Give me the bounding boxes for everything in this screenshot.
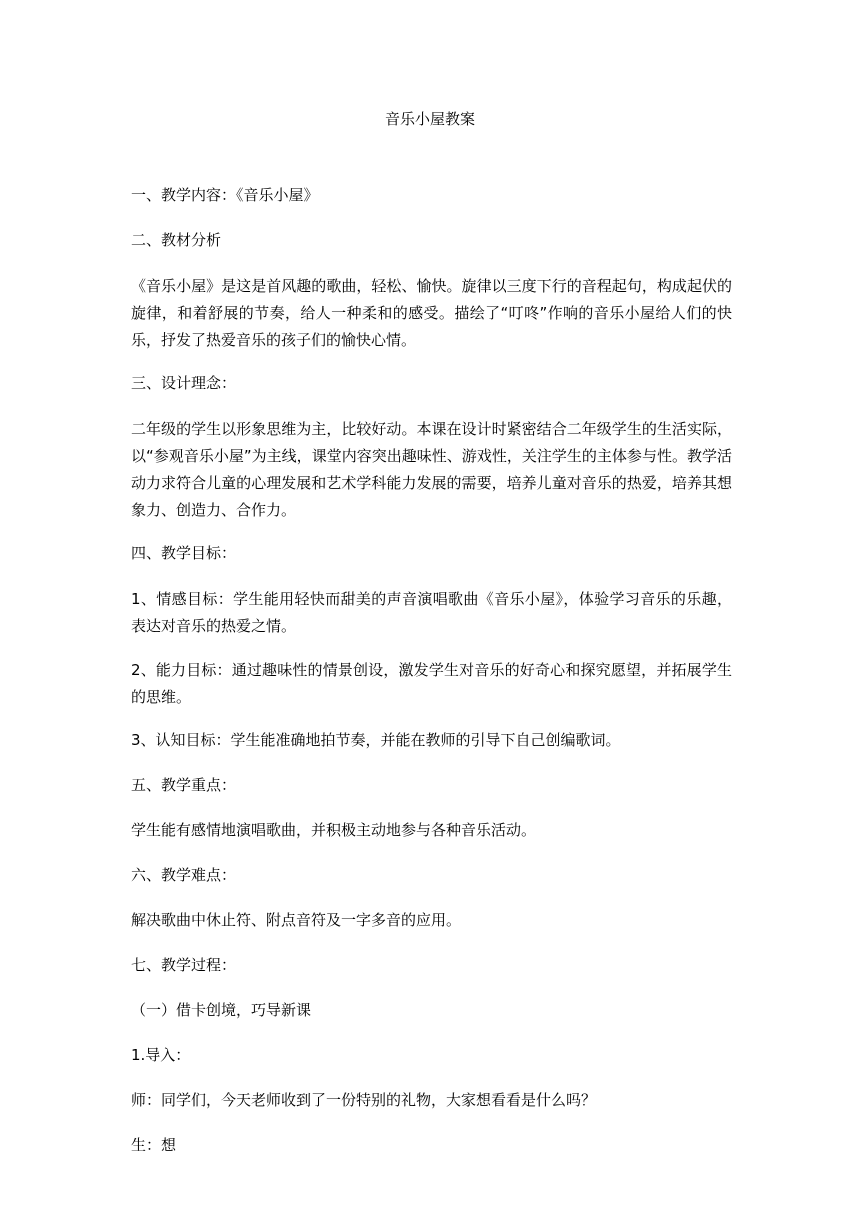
document-title: 音乐小屋教案 (384, 110, 475, 128)
document-body (131, 183, 732, 1178)
paragraph: 2、能力目标：通过趣味性的情景创设，激发学生对音乐的好奇心和探究愿望，并拓展学生的思维。 (131, 661, 732, 706)
paragraph: 师：同学们，今天老师收到了一份特别的礼物，大家想看看是什么吗？ (131, 1091, 597, 1109)
paragraph: （一）借卡创境，巧导新课 (131, 1001, 312, 1019)
paragraph: 生：想 (131, 1136, 177, 1154)
paragraph: 《音乐小屋》是这是首风趣的歌曲，轻松、愉快。旋律以三度下行的音程起句，构成起伏的旋律，和着舒展的节奏，给人一种柔和的感受。描绘了“叮咚”作响的音乐小屋给人们的快乐，抒发了热爱音乐的孩子们的愉快心情。 (131, 277, 732, 349)
paragraph: 四、教学目标： (131, 544, 237, 562)
paragraph: 二、教材分析 (131, 231, 222, 249)
paragraph: 二年级的学生以形象思维为主，比较好动。本课在设计时紧密结合二年级学生的生活实际，以“参观音乐小屋”为主线，课堂内容突出趣味性、游戏性，关注学生的主体参与性。教学活动力求符合儿童的心理发展和艺术学科能力发展的需要，培养儿童对音乐的热爱，培养其想象力、创造力、合作力。 (131, 420, 732, 519)
paragraph: 1.导入： (131, 1046, 191, 1064)
paragraph: 3、认知目标：学生能准确地拍节奏，并能在教师的引导下自己创编歌词。 (131, 731, 621, 749)
paragraph: 三、设计理念： (131, 374, 237, 392)
paragraph: 五、教学重点： (131, 776, 237, 794)
paragraph: 七、教学过程： (131, 956, 237, 974)
paragraph: 一、教学内容：《音乐小屋》 (131, 186, 319, 204)
paragraph: 学生能有感情地演唱歌曲，并积极主动地参与各种音乐活动。 (131, 821, 537, 839)
paragraph: 1、情感目标：学生能用轻快而甜美的声音演唱歌曲《音乐小屋》，体验学习音乐的乐趣，表达对音乐的热爱之情。 (131, 590, 732, 635)
paragraph: 六、教学难点： (131, 866, 237, 884)
paragraph: 解决歌曲中休止符、附点音符及一字多音的应用。 (131, 911, 462, 929)
